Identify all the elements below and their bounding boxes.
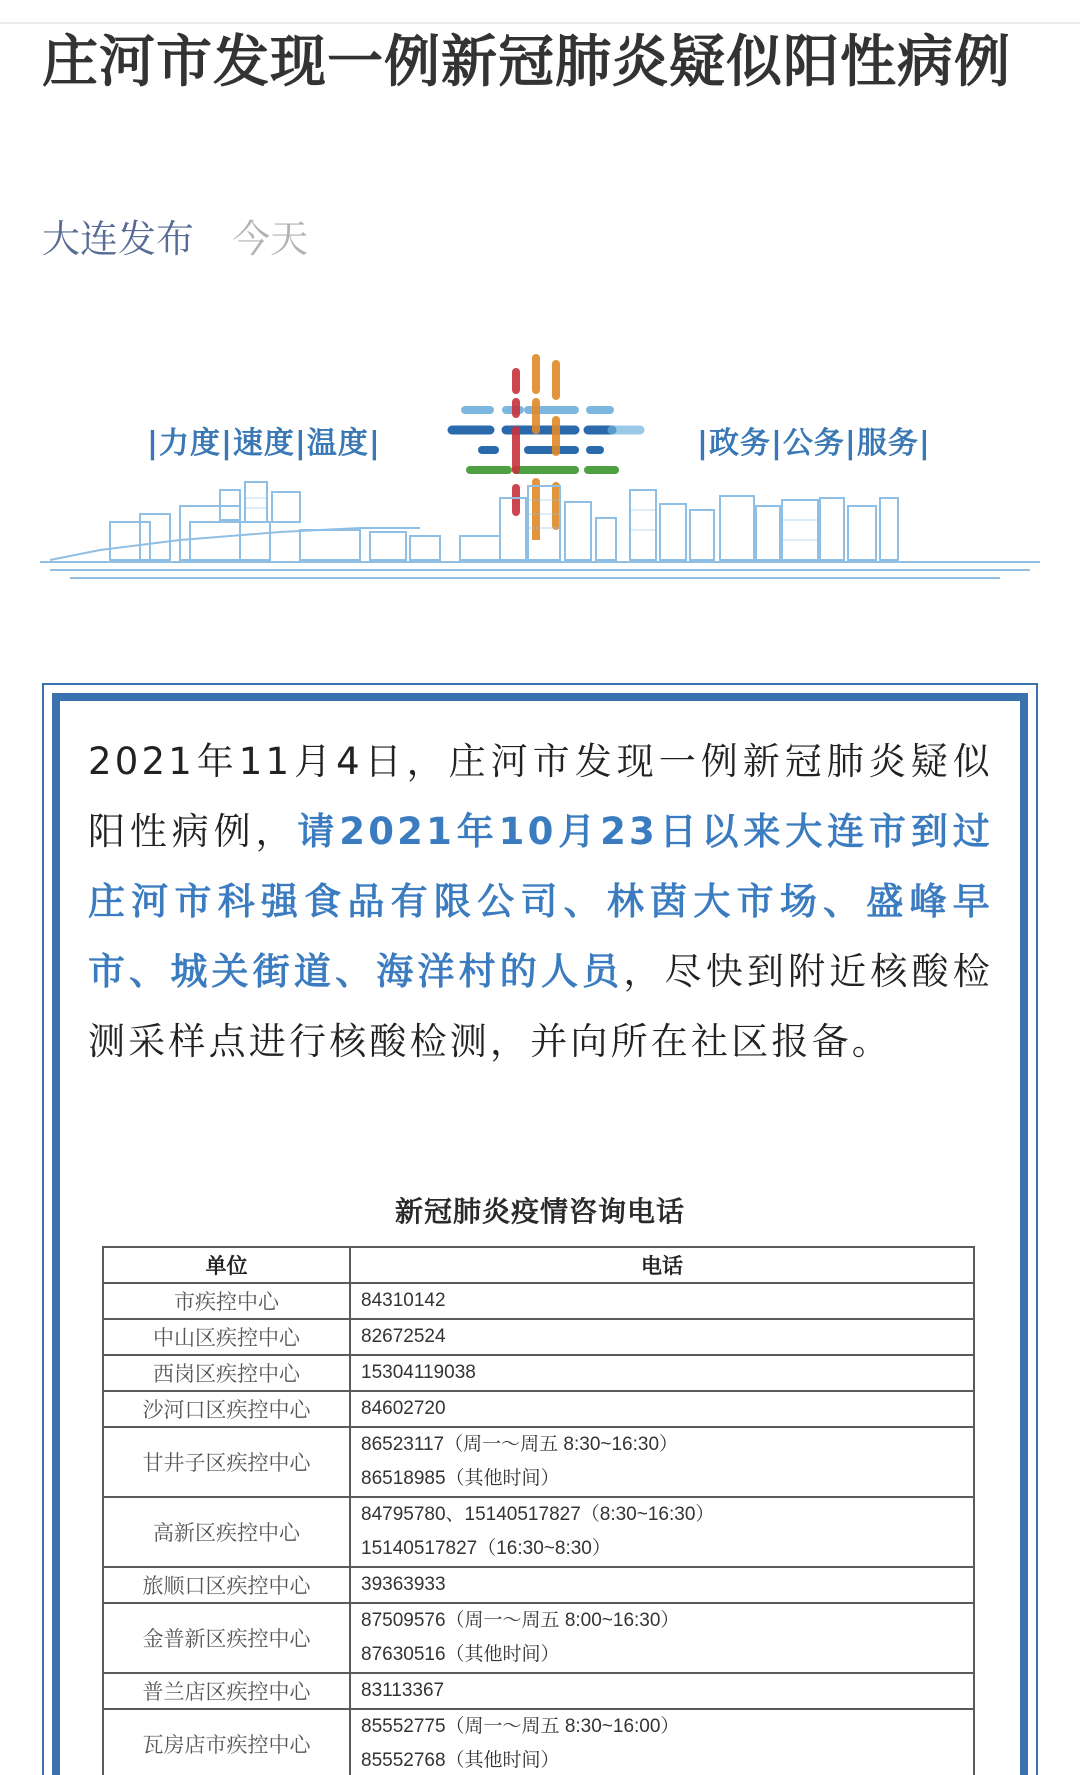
phone-cell bbox=[350, 1673, 974, 1709]
phone-number: 84602720 bbox=[361, 1398, 446, 1419]
column-header-unit: 单位 bbox=[103, 1247, 350, 1283]
phone-cell bbox=[350, 1567, 974, 1603]
phone-cell bbox=[350, 1709, 974, 1775]
phone-number: 87630516（其他时间） bbox=[361, 1644, 560, 1665]
table-row bbox=[103, 1427, 974, 1497]
table-row bbox=[103, 1497, 974, 1567]
unit-cell: 高新区疾控中心 bbox=[103, 1497, 350, 1567]
header-banner-image bbox=[40, 340, 1040, 590]
phone-number: 84795780、15140517827（8:30~16:30） bbox=[361, 1504, 715, 1525]
unit-cell: 旅顺口区疾控中心 bbox=[103, 1567, 350, 1603]
phone-number: 84310142 bbox=[361, 1290, 446, 1311]
phone-number: 86518985（其他时间） bbox=[361, 1468, 560, 1489]
phone-cell bbox=[350, 1283, 974, 1319]
phone-number: 83113367 bbox=[361, 1680, 445, 1701]
table-row bbox=[103, 1283, 974, 1319]
notice-text-highlight: 请2021年10月23日以来大连市到过庄河市科强食品有限公司、林茵大市场、盛峰早市、城关街道、海洋村的人员 bbox=[88, 810, 993, 993]
phone-number: 15304119038 bbox=[361, 1362, 476, 1383]
table-row bbox=[103, 1355, 974, 1391]
article-meta bbox=[42, 214, 308, 264]
table-header-row bbox=[103, 1247, 974, 1283]
phone-number: 15140517827（16:30~8:30） bbox=[361, 1538, 611, 1559]
phone-number: 85552768（其他时间） bbox=[361, 1750, 560, 1771]
table-row bbox=[103, 1567, 974, 1603]
unit-cell: 中山区疾控中心 bbox=[103, 1319, 350, 1355]
table-row bbox=[103, 1709, 974, 1775]
phone-cell bbox=[350, 1391, 974, 1427]
hotline-table bbox=[102, 1246, 975, 1775]
publish-date: 今天 bbox=[232, 217, 309, 261]
article-title: 庄河市发现一例新冠肺炎疑似阳性病例 bbox=[42, 30, 1011, 95]
hotline-table-title: 新冠肺炎疫情咨询电话 bbox=[394, 1195, 685, 1228]
phone-number: 82672524 bbox=[361, 1326, 446, 1347]
column-header-phone: 电话 bbox=[350, 1247, 974, 1283]
table-row bbox=[103, 1391, 974, 1427]
table-row bbox=[103, 1603, 974, 1673]
banner-slogan-left: |力度|速度|温度| bbox=[147, 426, 381, 461]
table-row bbox=[103, 1673, 974, 1709]
unit-cell: 金普新区疾控中心 bbox=[103, 1603, 350, 1673]
notice-text-instructions: ，尽快到附近核酸检测采样点进行核酸检测，并向所在社区报备。 bbox=[88, 950, 993, 1063]
unit-cell: 沙河口区疾控中心 bbox=[103, 1391, 350, 1427]
phone-cell bbox=[350, 1355, 974, 1391]
phone-number: 87509576（周一～周五 8:00~16:30） bbox=[361, 1610, 680, 1631]
banner-slogan-right: |政务|公务|服务| bbox=[697, 426, 931, 461]
phone-cell bbox=[350, 1319, 974, 1355]
phone-number: 86523117（周一～周五 8:30~16:30） bbox=[361, 1434, 679, 1455]
phone-cell bbox=[350, 1427, 974, 1497]
phone-cell bbox=[350, 1603, 974, 1673]
phone-number: 85552775（周一～周五 8:30~16:00） bbox=[361, 1716, 680, 1737]
unit-cell: 普兰店区疾控中心 bbox=[103, 1673, 350, 1709]
notice-paragraph bbox=[88, 727, 993, 1077]
unit-cell: 市疾控中心 bbox=[103, 1283, 350, 1319]
notice-text-intro: 2021年11月4日，庄河市发现一例新冠肺炎疑似阳性病例， bbox=[88, 740, 993, 853]
city-skyline-illustration bbox=[40, 470, 1040, 590]
unit-cell: 甘井子区疾控中心 bbox=[103, 1427, 350, 1497]
phone-number: 39363933 bbox=[361, 1574, 446, 1595]
unit-cell: 瓦房店市疾控中心 bbox=[103, 1709, 350, 1775]
unit-cell: 西岗区疾控中心 bbox=[103, 1355, 350, 1391]
phone-cell bbox=[350, 1497, 974, 1567]
table-row bbox=[103, 1319, 974, 1355]
author-link[interactable]: 大连发布 bbox=[42, 217, 195, 261]
